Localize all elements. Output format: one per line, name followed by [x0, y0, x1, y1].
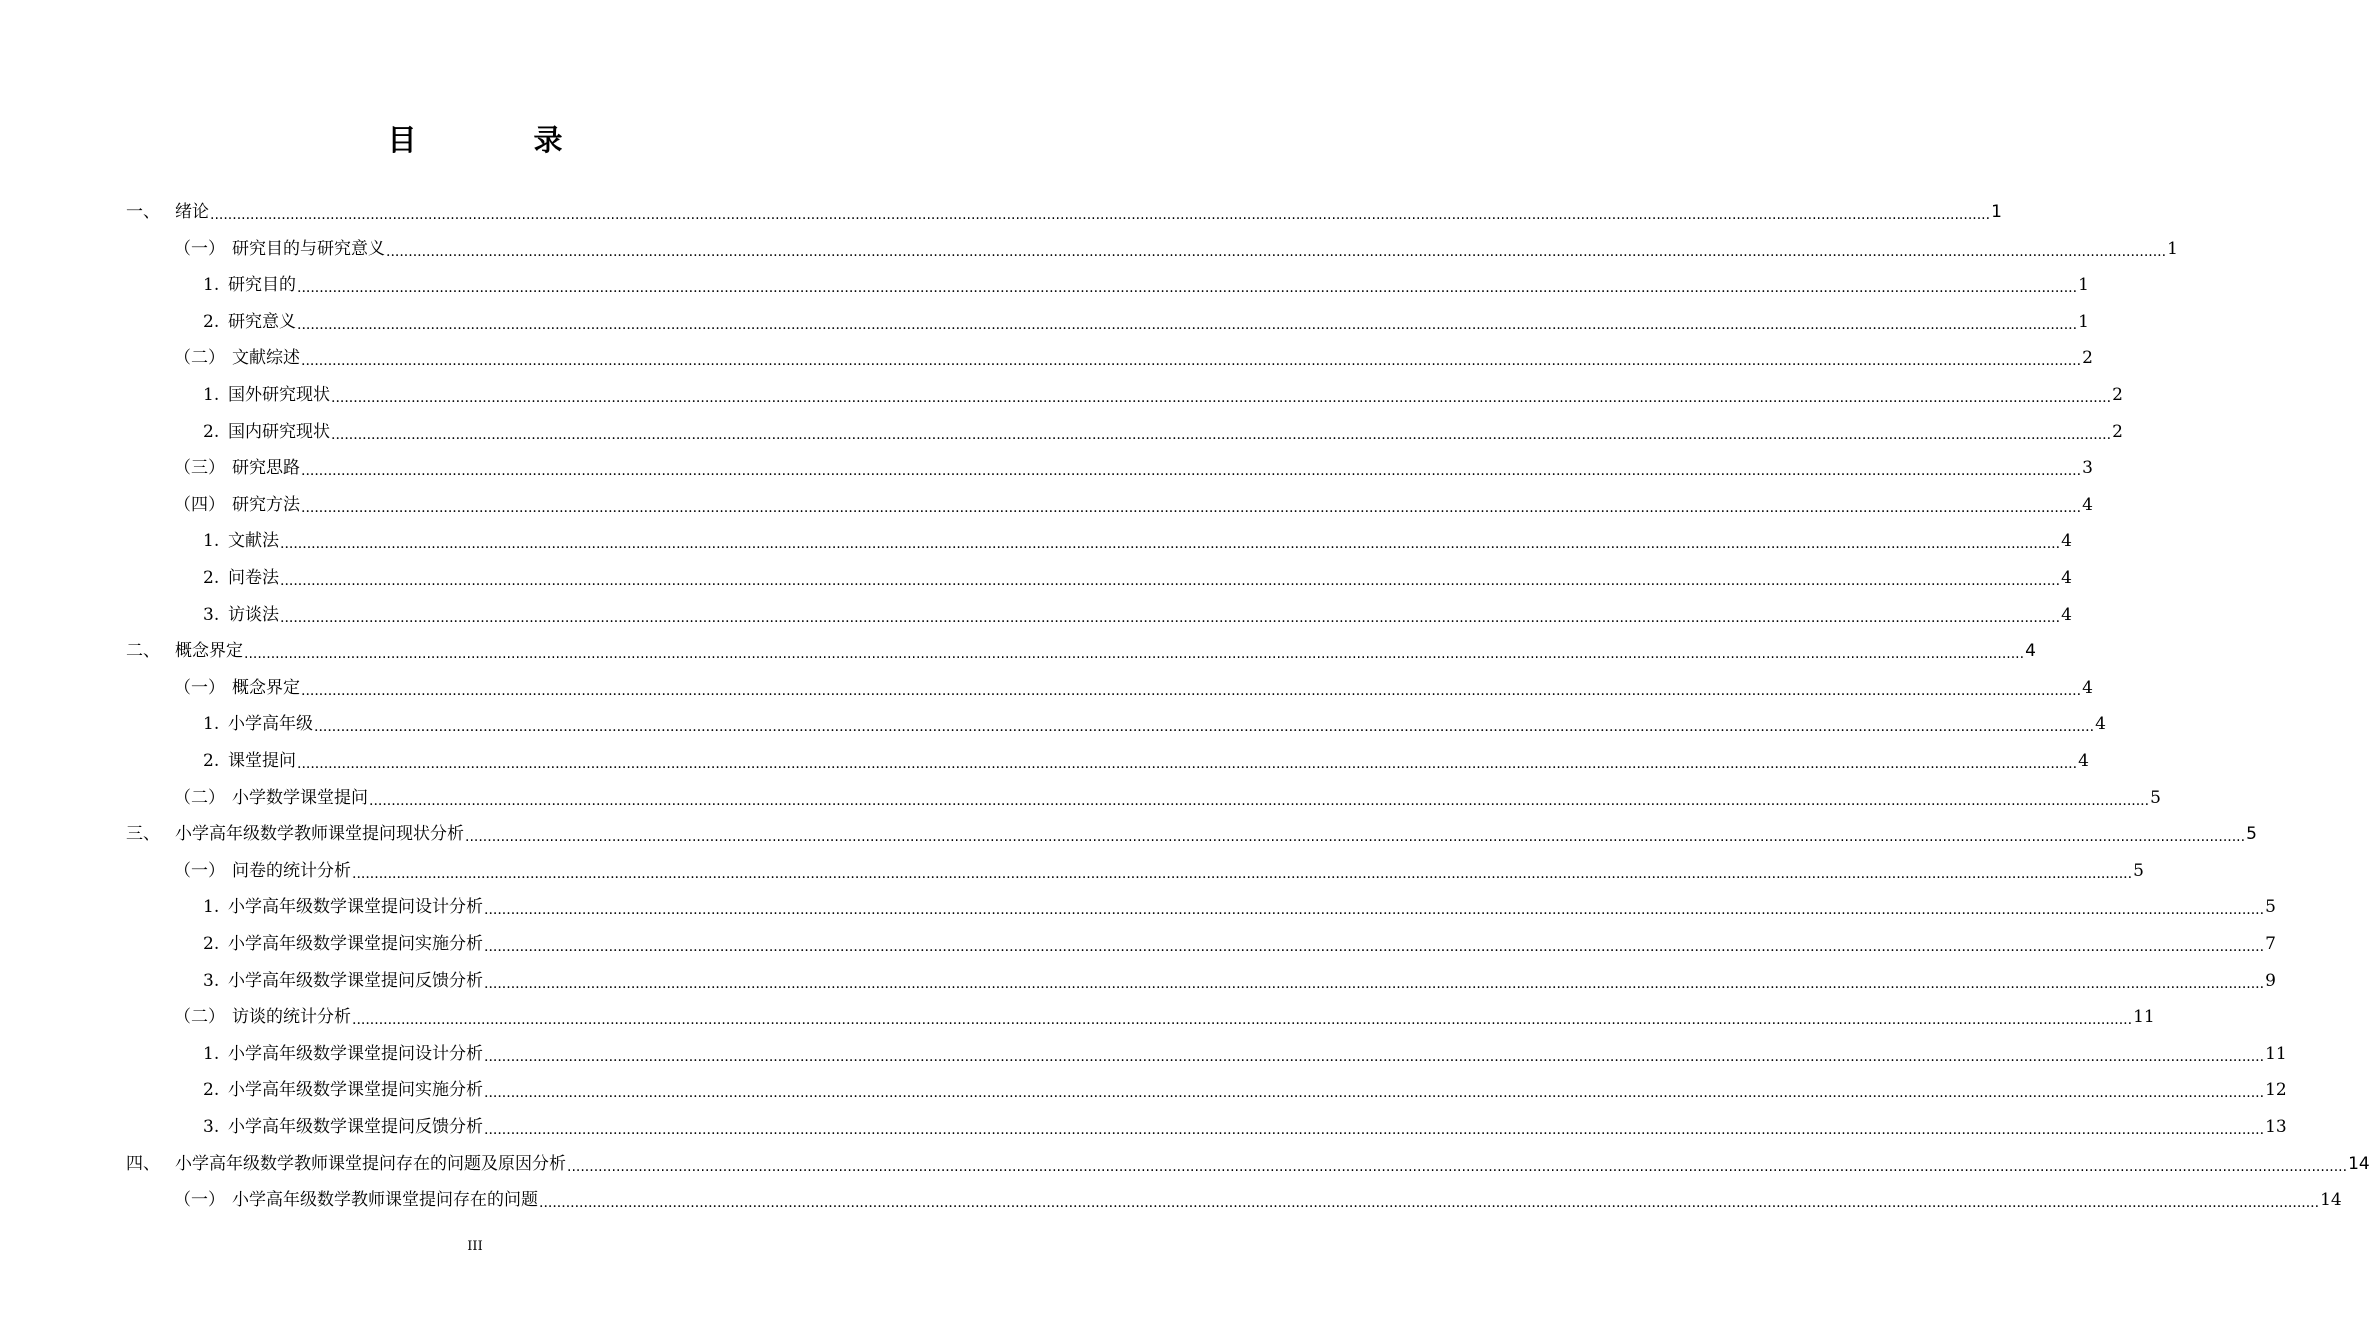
toc-entry-page: 9	[2265, 970, 2276, 991]
toc-dot-leader: ................................................................................................................................................................................................................................................................................................................................................................................................................	[386, 243, 2167, 260]
toc-entry-number: 三、	[126, 824, 160, 845]
toc-entry-page: 14	[2320, 1190, 2342, 1211]
toc-dot-leader: ................................................................................................................................................................................................................................................................................................................................................................................................................	[331, 426, 2112, 443]
toc-entry-number: 一、	[126, 202, 160, 222]
toc-entry-title: 小学高年级数学课堂提问反馈分析	[228, 970, 483, 991]
toc-entry-number: 1.	[203, 714, 220, 735]
toc-entry-page: 5	[2150, 787, 2161, 808]
toc-entry[interactable]	[203, 710, 2106, 738]
toc-entry[interactable]	[203, 418, 2123, 446]
toc-entry-page: 12	[2265, 1080, 2287, 1101]
toc-entry[interactable]	[174, 1003, 2155, 1031]
toc-entry[interactable]	[203, 381, 2123, 409]
toc-entry[interactable]	[174, 1186, 2342, 1214]
toc-dot-leader: ................................................................................................................................................................................................................................................................................................................................................................................................................	[567, 1158, 2348, 1175]
toc-entry-number: （一）	[174, 238, 225, 259]
toc-entry-page: 4	[2078, 751, 2089, 771]
toc-entry[interactable]	[203, 271, 2089, 299]
toc-entry[interactable]	[203, 1040, 2287, 1068]
toc-entry-number: （一）	[174, 860, 225, 881]
toc-dot-leader: ................................................................................................................................................................................................................................................................................................................................................................................................................	[280, 609, 2061, 626]
toc-entry[interactable]	[126, 637, 2036, 665]
toc-dot-leader: ................................................................................................................................................................................................................................................................................................................................................................................................................	[301, 463, 2082, 480]
toc-entry-page: 1	[2078, 311, 2089, 332]
toc-dot-leader: ................................................................................................................................................................................................................................................................................................................................................................................................................	[297, 316, 2078, 333]
toc-entry-title: 小学高年级数学教师课堂提问现状分析	[175, 824, 464, 845]
toc-entry-page: 4	[2061, 604, 2072, 625]
toc-entry-title: 小学高年级数学课堂提问设计分析	[228, 897, 483, 918]
toc-entry-number: 1.	[203, 385, 220, 405]
toc-dot-leader: ................................................................................................................................................................................................................................................................................................................................................................................................................	[484, 1048, 2265, 1065]
toc-entry-title: 小学高年级数学课堂提问实施分析	[228, 1080, 483, 1101]
toc-dot-leader: ................................................................................................................................................................................................................................................................................................................................................................................................................	[314, 719, 2095, 736]
toc-dot-leader: ................................................................................................................................................................................................................................................................................................................................................................................................................	[484, 939, 2265, 955]
toc-entry-number: 3.	[203, 604, 220, 625]
toc-entry-number: 四、	[126, 1153, 160, 1174]
toc-entry-number: （三）	[174, 458, 225, 479]
toc-dot-leader: ................................................................................................................................................................................................................................................................................................................................................................................................................	[301, 499, 2082, 516]
toc-entry-page: 2	[2112, 421, 2123, 442]
toc-entry[interactable]	[203, 601, 2072, 629]
toc-entry-page: 2	[2082, 348, 2093, 369]
toc-entry[interactable]	[174, 454, 2093, 482]
toc-entry-page: 4	[2061, 531, 2072, 552]
toc-entry-page: 4	[2082, 677, 2093, 698]
toc-entry-number: （二）	[174, 1007, 225, 1028]
toc-entry[interactable]	[174, 491, 2093, 519]
toc-entry-number: 2.	[203, 751, 220, 771]
toc-dot-leader: ................................................................................................................................................................................................................................................................................................................................................................................................................	[352, 1012, 2133, 1029]
toc-entry-title: 概念界定	[175, 641, 243, 662]
toc-entry-title: 文献法	[228, 531, 279, 552]
toc-entry[interactable]	[174, 784, 2161, 812]
toc-entry[interactable]	[203, 527, 2072, 555]
toc-dot-leader: ................................................................................................................................................................................................................................................................................................................................................................................................................	[297, 280, 2078, 297]
toc-entry-number: （一）	[174, 677, 225, 698]
toc-entry-page: 4	[2095, 714, 2106, 735]
toc-entry[interactable]	[126, 198, 2002, 226]
toc-entry-title: 问卷的统计分析	[232, 860, 351, 881]
toc-entry[interactable]	[203, 1113, 2287, 1141]
toc-entry-title: 研究意义	[228, 311, 296, 332]
toc-entry-page: 5	[2265, 897, 2276, 918]
toc-entry-title: 访谈法	[228, 604, 279, 625]
toc-entry-page: 5	[2246, 824, 2257, 845]
toc-entry-page: 14	[2348, 1153, 2370, 1174]
toc-dot-leader: ................................................................................................................................................................................................................................................................................................................................................................................................................	[280, 573, 2061, 589]
toc-entry-page: 11	[2265, 1043, 2287, 1064]
toc-entry-page: 1	[2167, 238, 2178, 259]
toc-entry-title: 研究目的与研究意义	[232, 238, 385, 259]
toc-entry-number: （四）	[174, 494, 225, 515]
toc-entry-title: 访谈的统计分析	[232, 1007, 351, 1028]
toc-entry-title: 国外研究现状	[228, 385, 330, 405]
toc-entry-title: 研究方法	[232, 494, 300, 515]
toc-entry-title: 文献综述	[232, 348, 300, 369]
toc-entry-number: 2.	[203, 568, 220, 588]
toc-entry-title: 小学高年级数学教师课堂提问存在的问题及原因分析	[175, 1153, 566, 1174]
toc-entry-number: （一）	[174, 1190, 225, 1211]
toc-entry-number: 2.	[203, 934, 220, 954]
toc-entry-page: 13	[2265, 1117, 2287, 1137]
toc-entry-title: 研究思路	[232, 458, 300, 479]
toc-entry-number: 3.	[203, 970, 220, 991]
toc-entry-title: 小学高年级	[228, 714, 313, 735]
toc-entry-page: 11	[2133, 1007, 2155, 1028]
toc-dot-leader: ................................................................................................................................................................................................................................................................................................................................................................................................................	[297, 756, 2078, 772]
toc-entry[interactable]	[203, 893, 2276, 921]
toc-dot-leader: ................................................................................................................................................................................................................................................................................................................................................................................................................	[369, 792, 2150, 809]
toc-dot-leader: ................................................................................................................................................................................................................................................................................................................................................................................................................	[484, 975, 2265, 992]
toc-entry-number: （二）	[174, 787, 225, 808]
toc-entry-title: 问卷法	[228, 568, 279, 588]
toc-entry-page: 4	[2025, 641, 2036, 662]
toc-entry-title: 小学高年级数学课堂提问实施分析	[228, 934, 483, 954]
toc-dot-leader: ................................................................................................................................................................................................................................................................................................................................................................................................................	[484, 902, 2265, 919]
toc-entry[interactable]	[203, 747, 2089, 775]
toc-entry-page: 3	[2082, 458, 2093, 479]
toc-dot-leader: ................................................................................................................................................................................................................................................................................................................................................................................................................	[301, 682, 2082, 699]
toc-entry-title: 小学高年级数学课堂提问反馈分析	[228, 1117, 483, 1137]
toc-entry-number: 1.	[203, 1043, 220, 1064]
page-title: 目 录	[387, 123, 607, 157]
toc-dot-leader: ................................................................................................................................................................................................................................................................................................................................................................................................................	[352, 865, 2133, 882]
toc-entry-page: 4	[2061, 568, 2072, 588]
toc-entry[interactable]	[203, 1076, 2287, 1104]
page-number-footer: III	[467, 1239, 483, 1254]
toc-dot-leader: ................................................................................................................................................................................................................................................................................................................................................................................................................	[331, 390, 2112, 406]
toc-entry-number: 2.	[203, 421, 220, 442]
toc-entry-number: 1.	[203, 897, 220, 918]
toc-entry-title: 概念界定	[232, 677, 300, 698]
toc-entry[interactable]	[203, 930, 2276, 958]
toc-entry[interactable]	[126, 820, 2257, 848]
toc-entry-title: 研究目的	[228, 275, 296, 296]
toc-dot-leader: ................................................................................................................................................................................................................................................................................................................................................................................................................	[301, 353, 2082, 370]
toc-entry-title: 国内研究现状	[228, 421, 330, 442]
toc-entry-page: 7	[2265, 934, 2276, 954]
toc-entry-number: 3.	[203, 1117, 220, 1137]
toc-entry-title: 绪论	[175, 202, 209, 222]
toc-entry[interactable]	[203, 967, 2276, 995]
toc-entry[interactable]	[174, 674, 2093, 702]
toc-dot-leader: ................................................................................................................................................................................................................................................................................................................................................................................................................	[484, 1122, 2265, 1138]
toc-entry[interactable]	[126, 1150, 2370, 1178]
toc-entry-number: 1.	[203, 275, 220, 296]
toc-dot-leader: ................................................................................................................................................................................................................................................................................................................................................................................................................	[539, 1195, 2320, 1212]
toc-entry-title: 小学数学课堂提问	[232, 787, 368, 808]
toc-entry[interactable]	[203, 308, 2089, 336]
toc-dot-leader: ................................................................................................................................................................................................................................................................................................................................................................................................................	[210, 207, 1991, 223]
toc-entry-title: 小学高年级数学课堂提问设计分析	[228, 1043, 483, 1064]
toc-dot-leader: ................................................................................................................................................................................................................................................................................................................................................................................................................	[484, 1085, 2265, 1102]
toc-entry-number: 2.	[203, 1080, 220, 1101]
toc-entry[interactable]	[203, 564, 2072, 592]
toc-entry-title: 课堂提问	[228, 751, 296, 771]
toc-entry-page: 5	[2133, 860, 2144, 881]
toc-entry[interactable]	[174, 235, 2178, 263]
toc-entry-title: 小学高年级数学教师课堂提问存在的问题	[232, 1190, 538, 1211]
toc-entry-number: 2.	[203, 311, 220, 332]
toc-entry[interactable]	[174, 857, 2144, 885]
toc-dot-leader: ................................................................................................................................................................................................................................................................................................................................................................................................................	[465, 829, 2246, 846]
toc-entry-page: 4	[2082, 494, 2093, 515]
toc-entry-page: 1	[2078, 275, 2089, 296]
toc-dot-leader: ................................................................................................................................................................................................................................................................................................................................................................................................................	[244, 646, 2025, 663]
toc-entry-number: 1.	[203, 531, 220, 552]
toc-entry-page: 1	[1991, 202, 2002, 222]
toc-dot-leader: ................................................................................................................................................................................................................................................................................................................................................................................................................	[280, 536, 2061, 553]
toc-entry-number: 二、	[126, 641, 160, 662]
toc-entry-page: 2	[2112, 385, 2123, 405]
toc-entry-number: （二）	[174, 348, 225, 369]
toc-entry[interactable]	[174, 344, 2093, 372]
